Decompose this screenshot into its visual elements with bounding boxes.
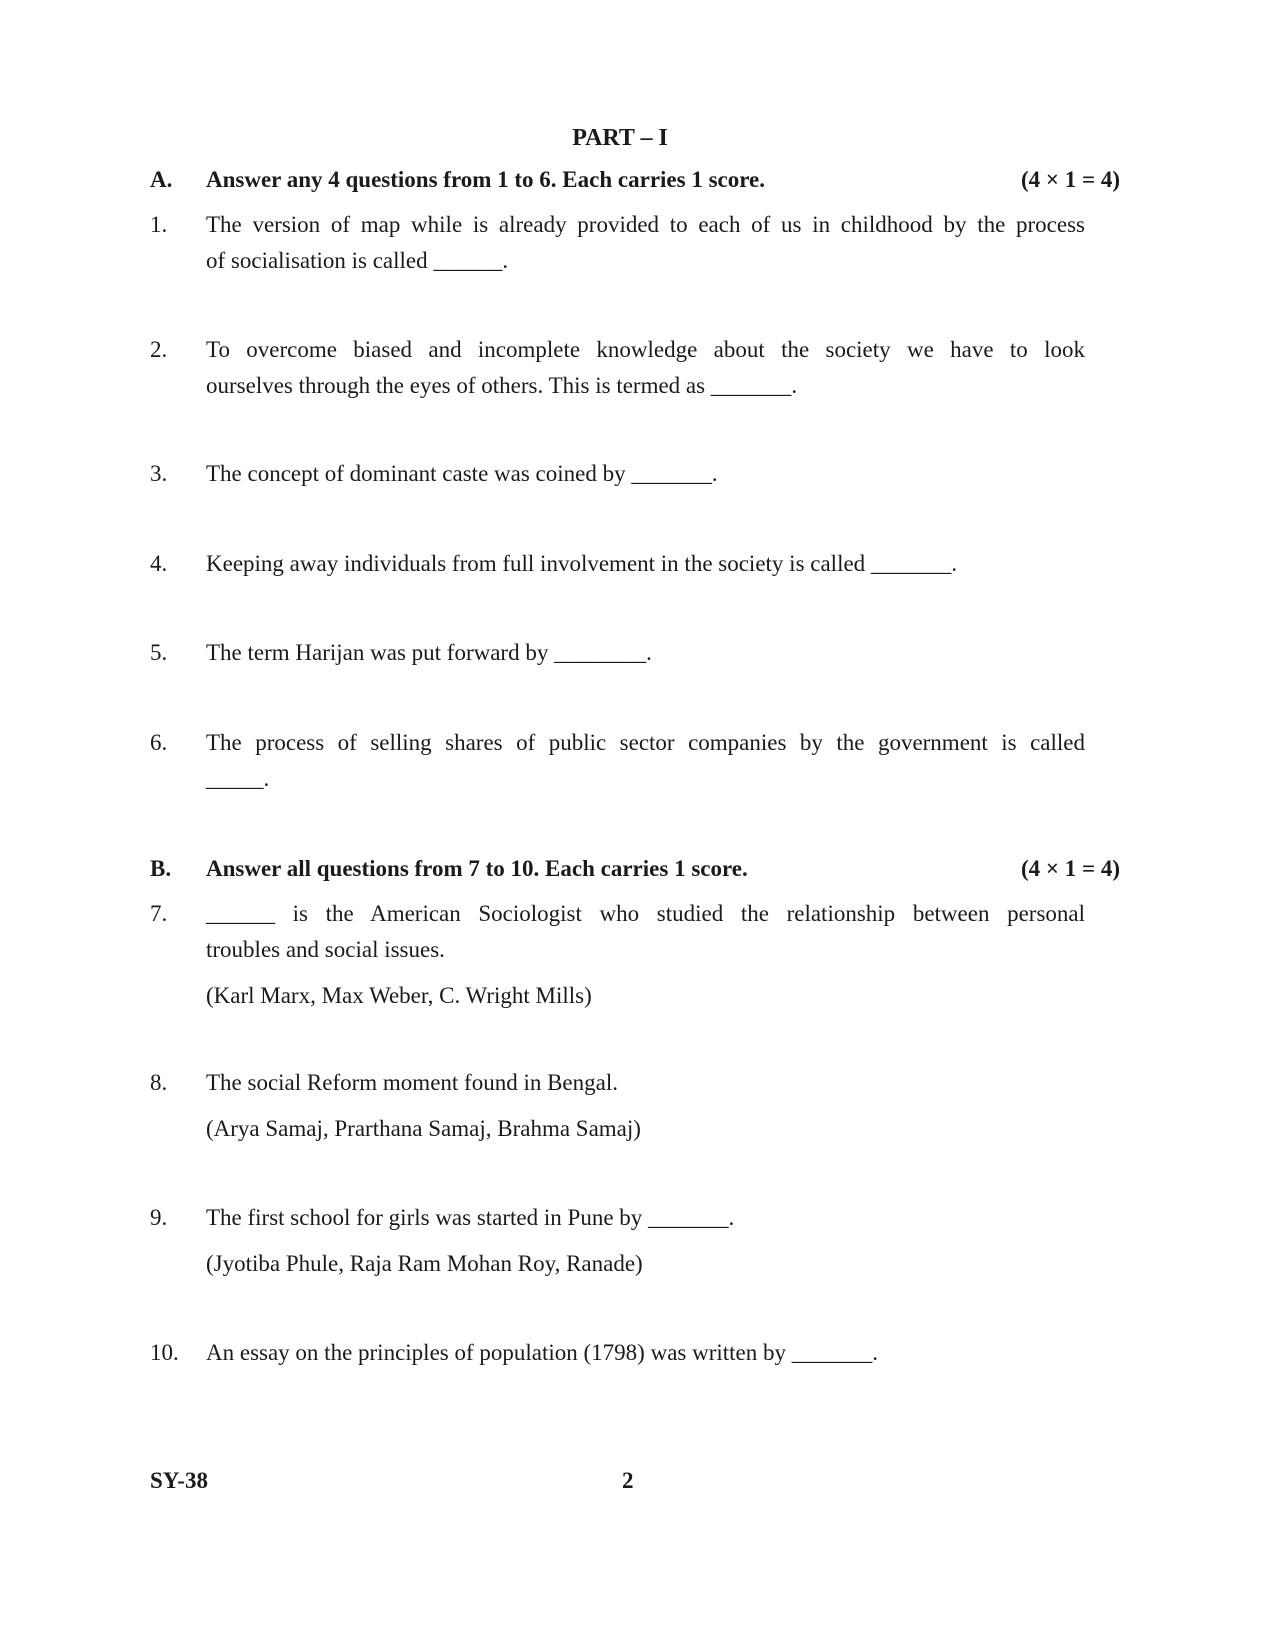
section-a-letter: A.: [150, 167, 173, 192]
answer-options: (Arya Samaj, Prarthana Samaj, Brahma Samaj): [206, 1116, 641, 1141]
question-text: To overcome biased and incomplete knowledge about the society we have to look: [206, 337, 1085, 362]
question-text: The first school for girls was started in Pune by _______.: [206, 1205, 735, 1230]
question-number: 1.: [150, 212, 168, 237]
question-number: 3.: [150, 461, 168, 486]
section-b-instruction: Answer all questions from 7 to 10. Each carries 1 score.: [206, 856, 748, 881]
section-b-letter: B.: [150, 856, 172, 881]
question-text: The process of selling shares of public sector companies by the government is called: [206, 730, 1085, 755]
question-number: 9.: [150, 1205, 168, 1230]
question-text: An essay on the principles of population (1798) was written by _______.: [206, 1340, 878, 1365]
question-number: 4.: [150, 551, 168, 576]
part-title: PART – I: [572, 125, 668, 151]
question-number: 10.: [150, 1340, 179, 1365]
question-text: ______ is the American Sociologist who studied the relationship between personal: [206, 901, 1085, 926]
question-text: The version of map while is already provided to each of us in childhood by the process: [206, 212, 1085, 237]
question-number: 2.: [150, 337, 168, 362]
page-number: 2: [622, 1468, 634, 1493]
question-text: The social Reform moment found in Bengal.: [206, 1070, 618, 1095]
question-text: Keeping away individuals from full involvement in the society is called _______.: [206, 551, 958, 576]
question-text: ourselves through the eyes of others. This is termed as _______.: [206, 373, 798, 398]
answer-options: (Karl Marx, Max Weber, C. Wright Mills): [206, 983, 592, 1008]
section-a-instruction: Answer any 4 questions from 1 to 6. Each carries 1 score.: [206, 167, 765, 192]
section-a-marks: (4 × 1 = 4): [1020, 167, 1120, 192]
question-text: troubles and social issues.: [206, 937, 445, 962]
question-text: The term Harijan was put forward by ________.: [206, 640, 652, 665]
question-text: _____.: [206, 766, 270, 791]
paper-code: SY-38: [150, 1468, 208, 1493]
question-text: of socialisation is called ______.: [206, 248, 509, 273]
answer-options: (Jyotiba Phule, Raja Ram Mohan Roy, Ranade): [206, 1251, 643, 1276]
section-b-marks: (4 × 1 = 4): [1020, 856, 1120, 881]
question-number: 8.: [150, 1070, 168, 1095]
question-number: 7.: [150, 901, 168, 926]
question-number: 5.: [150, 640, 168, 665]
question-number: 6.: [150, 730, 168, 755]
question-text: The concept of dominant caste was coined by _______.: [206, 461, 718, 486]
